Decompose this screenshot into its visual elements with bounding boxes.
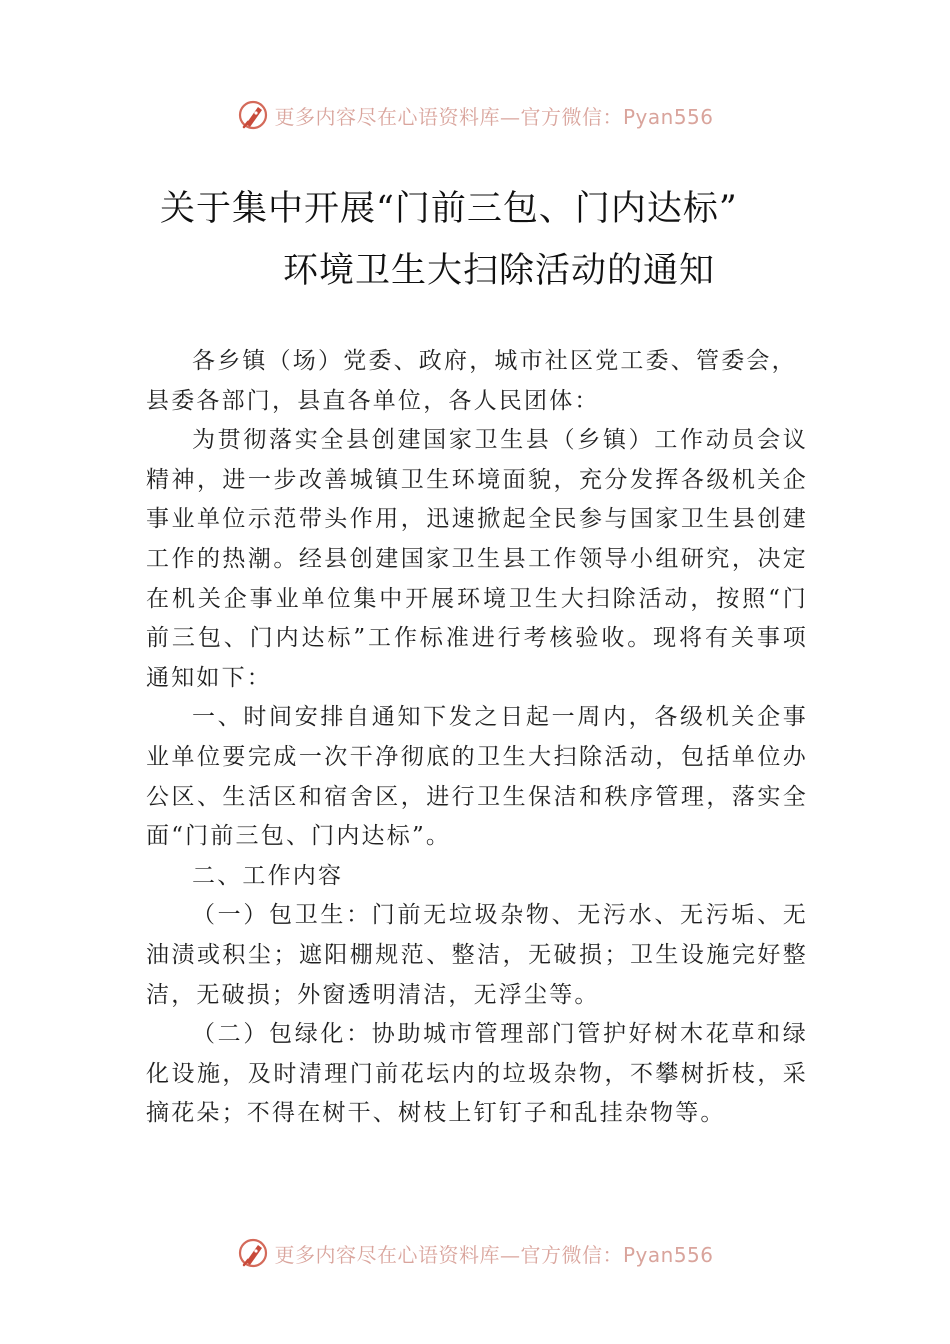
- hygiene-paragraph: （一）包卫生：门前无垃圾杂物、无污水、无污垢、无油渍或积尘；遮阳棚规范、整洁，无破损；卫生设施完好整洁，无破损；外窗透明清洁，无浮尘等。: [146, 902, 808, 1008]
- document-title-line-2: 环境卫生大扫除活动的通知: [283, 251, 716, 291]
- watermark-footer: [0, 1233, 950, 1273]
- salutation-line-2: 县委各部门，县直各单位，各人民团体：: [146, 387, 600, 414]
- pen-nib-logo-icon: [236, 1236, 270, 1270]
- time-schedule-paragraph: 一、时间安排自通知下发之日起一周内，各级机关企事业单位要完成一次干净彻底的卫生大扫除活动，包括单位办公区、生活区和宿舍区，进行卫生保洁和秩序管理，落实全面“门前三包、门内达标”。: [146, 704, 808, 850]
- work-content-heading: 二、工作内容: [192, 862, 344, 889]
- document-title-line-1: 关于集中开展“门前三包、门内达标”: [160, 189, 738, 229]
- watermark-text: 更多内容尽在心语资料库—官方微信：Pyan556: [274, 104, 714, 129]
- salutation-line-1: 各乡镇（场）党委、政府，城市社区党工委、管委会，: [192, 348, 797, 374]
- watermark-header: [0, 95, 950, 135]
- intro-paragraph: 为贯彻落实全县创建国家卫生县（乡镇）工作动员会议精神，进一步改善城镇卫生环境面貌，充分发挥各级机关企事业单位示范带头作用，迅速掀起全民参与国家卫生县创建工作的热潮。经县创建国家卫生县工作领导小组研究，决定在机关企事业单位集中开展环境卫生大扫除活动，按照“门前三包、门内达标”工作标准进行考核验收。现将有关事项通知如下：: [146, 427, 808, 691]
- document-body: [146, 342, 808, 1134]
- greening-paragraph: （二）包绿化：协助城市管理部门管护好树木花草和绿化设施，及时清理门前花坛内的垃圾杂物，不攀树折枝，采摘花朵；不得在树干、树枝上钉钉子和乱挂杂物等。: [146, 1021, 808, 1127]
- watermark-text: 更多内容尽在心语资料库—官方微信：Pyan556: [274, 1242, 714, 1267]
- pen-nib-logo-icon: [236, 98, 270, 132]
